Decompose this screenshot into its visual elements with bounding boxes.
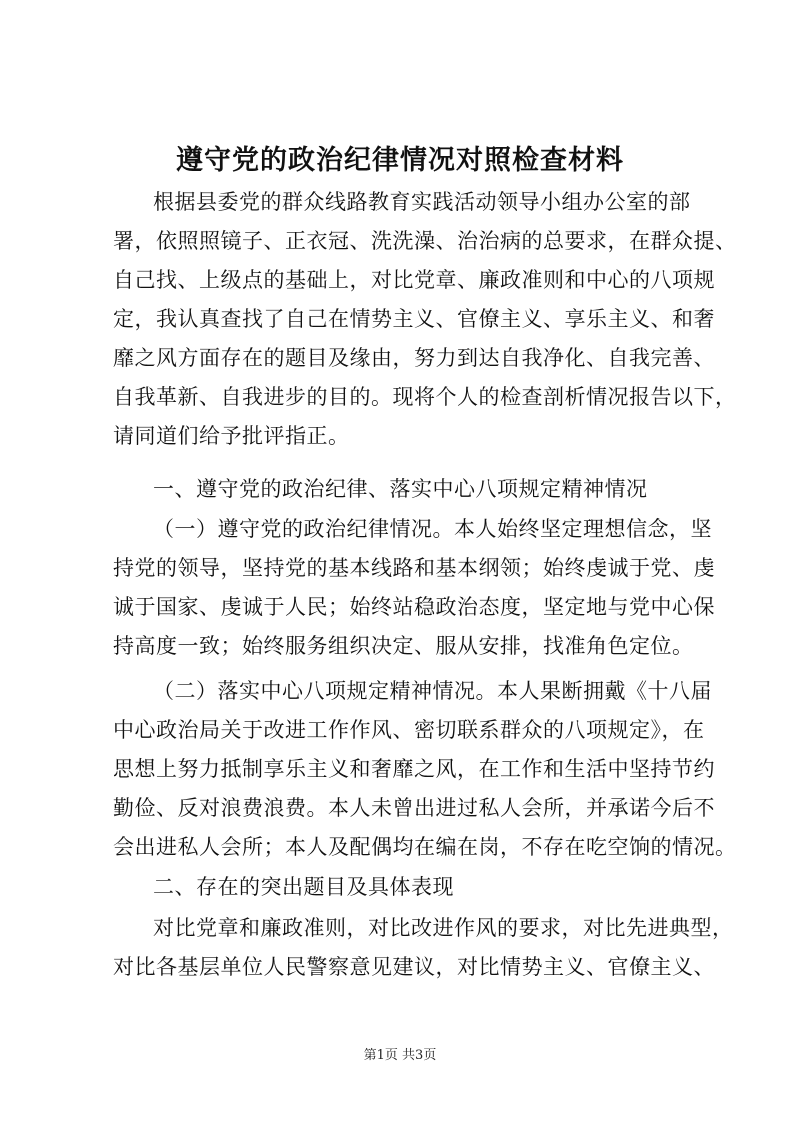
section-heading: 二、存在的突出题目及具体表现	[153, 875, 454, 899]
body-line: （一）遵守党的政治纪律情况。本人始终坚定理想信念，坚	[153, 517, 712, 541]
body-line: 定，我认真查找了自己在情势主义、官僚主义、享乐主义、和奢	[113, 307, 715, 331]
body-line: 持党的领导，坚持党的基本线路和基本纲领；始终虔诚于党、虔	[113, 556, 715, 580]
body-line: 靡之风方面存在的题目及缘由，努力到达自我净化、自我完善、	[113, 346, 715, 370]
body-line: 自我革新、自我进步的目的。现将个人的检查剖析情况报告以下，	[113, 385, 737, 409]
body-line: （二）落实中心八项规定精神情况。本人果断拥戴《十八届	[153, 679, 712, 703]
body-line: 对比党章和廉政准则，对比改进作风的要求，对比先进典型，	[153, 916, 734, 940]
body-line: 会出进私人会所；本人及配偶均在编在岗，不存在吃空饷的情况。	[113, 835, 737, 859]
document-title: 遵守党的政治纪律情况对照检查材料	[176, 145, 624, 176]
body-line: 思想上努力抵制享乐主义和奢靡之风，在工作和生活中坚持节约	[113, 757, 715, 781]
body-line: 根据县委党的群众线路教育实践活动领导小组办公室的部	[153, 190, 691, 214]
page-indicator: 第1页 共3页	[363, 1048, 437, 1063]
body-line: 对比各基层单位人民警察意见建议，对比情势主义、官僚主义、	[113, 955, 715, 979]
body-line: 勤俭、反对浪费浪费。本人未曾出进过私人会所，并承诺今后不	[113, 796, 715, 820]
body-line: 请同道们给予批评指正。	[113, 424, 350, 448]
body-line: 自己找、上级点的基础上，对比党章、廉政准则和中心的八项规	[113, 268, 715, 292]
body-line: 持高度一致；始终服务组织决定、服从安排，找准角色定位。	[113, 634, 694, 658]
body-line: 中心政治局关于改进工作作风、密切联系群众的八项规定》，在	[113, 718, 705, 742]
section-heading: 一、遵守党的政治纪律、落实中心八项规定精神情况	[153, 477, 648, 501]
body-line: 诚于国家、虔诚于人民；始终站稳政治态度，坚定地与党中心保	[113, 595, 715, 619]
body-line: 署，依照照镜子、正衣冠、洗洗澡、治治病的总要求，在群众提、	[113, 229, 737, 253]
